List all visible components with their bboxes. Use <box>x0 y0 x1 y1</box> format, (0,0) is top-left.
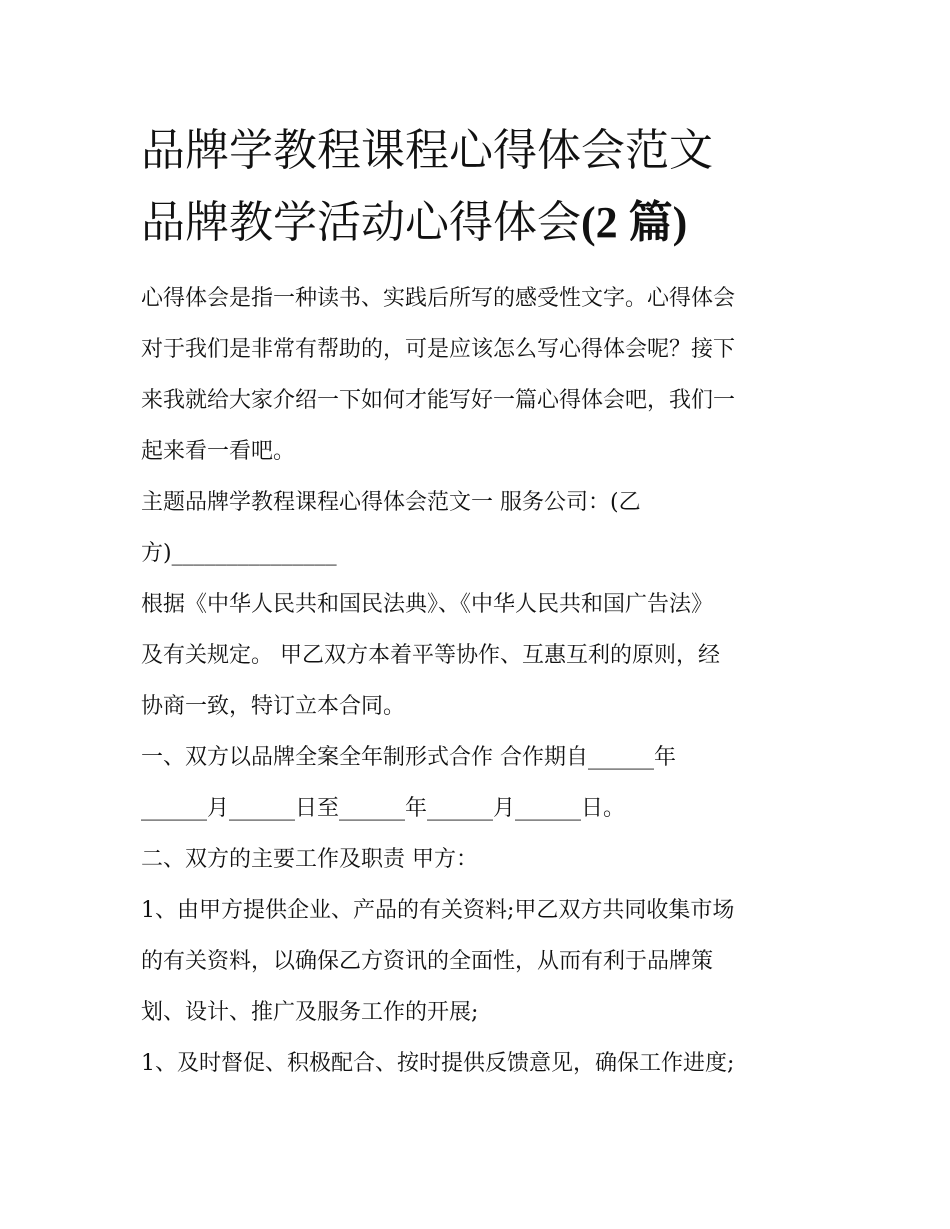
text-line: 一、双方以品牌全案全年制形式合作 合作期自______年 <box>141 745 676 770</box>
text-line: 二、双方的主要工作及职责 甲方： <box>141 847 478 872</box>
title-line-1: 品牌学教程课程心得体会范文 <box>141 125 713 176</box>
document-title <box>141 115 821 259</box>
text-line: 协商一致，特订立本合同。 <box>141 694 406 719</box>
text-line: ______月______日至______年______月______日。 <box>141 796 626 821</box>
title-article-count: (2 篇) <box>581 198 688 247</box>
paragraph-legal-basis <box>141 579 821 732</box>
text-line: 来我就给大家介绍一下如何才能写好一篇心得体会吧，我们一 <box>141 388 736 413</box>
document-content <box>141 115 821 1089</box>
text-line: 起来看一看吧。 <box>141 439 296 464</box>
paragraph-intro <box>141 273 821 477</box>
title-line-2-text: 品牌教学活动心得体会 <box>141 197 581 248</box>
text-line: 划、设计、推广及服务工作的开展; <box>141 1000 479 1025</box>
title-line-2 <box>141 187 821 259</box>
text-line: 的有关资料，以确保乙方资讯的全面性，从而有利于品牌策 <box>141 949 714 974</box>
text-line: 主题品牌学教程课程心得体会范文一 服务公司：(乙 <box>141 490 641 515</box>
paragraph-clause-2 <box>141 834 821 885</box>
text-line: 心得体会是指一种读书、实践后所写的感受性文字。心得体会 <box>141 286 736 311</box>
text-line: 1、由甲方提供企业、产品的有关资料;甲乙双方共同收集市场 <box>141 898 735 923</box>
text-line: 1、及时督促、积极配合、按时提供反馈意见，确保工作进度; <box>141 1051 735 1076</box>
paragraph-item-1 <box>141 885 821 1038</box>
document-body <box>141 273 821 1089</box>
text-line: 根据《中华人民共和国民法典》、《中华人民共和国广告法》 <box>141 592 714 617</box>
paragraph-item-2 <box>141 1038 821 1089</box>
paragraph-clause-1 <box>141 732 821 834</box>
text-line: 方)_______________ <box>141 541 337 566</box>
paragraph-subject <box>141 477 821 579</box>
text-line: 及有关规定。 甲乙双方本着平等协作、互惠互利的原则，经 <box>141 643 720 668</box>
text-line: 对于我们是非常有帮助的，可是应该怎么写心得体会呢？接下 <box>141 337 736 362</box>
